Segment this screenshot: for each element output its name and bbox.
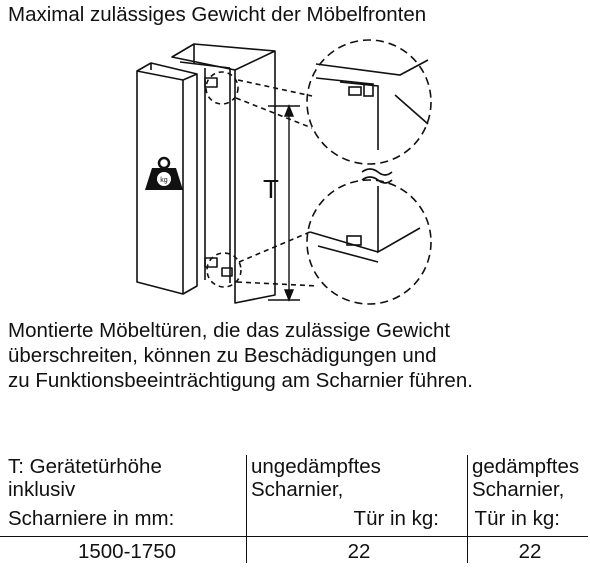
svg-text:kg: kg	[160, 177, 168, 184]
col1-header: T: Gerätetürhöhe	[8, 455, 162, 478]
table-row	[0, 537, 588, 564]
weight-table	[0, 455, 588, 563]
col2-sub: Tür in kg:	[247, 501, 468, 537]
col3-header-2: Scharnier,	[472, 478, 565, 501]
undamped-cell: 22	[247, 537, 468, 564]
range-cell: 1500-1750	[0, 537, 247, 564]
dimension-label: T	[263, 174, 279, 204]
col2-header: ungedämpftes	[251, 455, 381, 478]
col3-sub: Tür in kg:	[468, 501, 589, 537]
warning-text: Montierte Möbeltüren, die das zulässige Gewicht überschreiten, können zu Beschädigungen und zu Funktionsbeeinträchtigung am Scharnier führen.	[8, 319, 473, 392]
col2-header-2: Scharnier,	[251, 478, 344, 501]
page-title: Maximal zulässiges Gewicht der Möbelfronten	[8, 3, 427, 26]
damped-cell: 22	[468, 537, 589, 564]
col1-header-2: inklusiv	[8, 478, 76, 501]
col1-sub: Scharniere in mm:	[8, 507, 175, 530]
table-header-row	[0, 455, 588, 501]
table-subheader-row	[0, 501, 588, 537]
col3-header: gedämpftes	[472, 455, 580, 478]
